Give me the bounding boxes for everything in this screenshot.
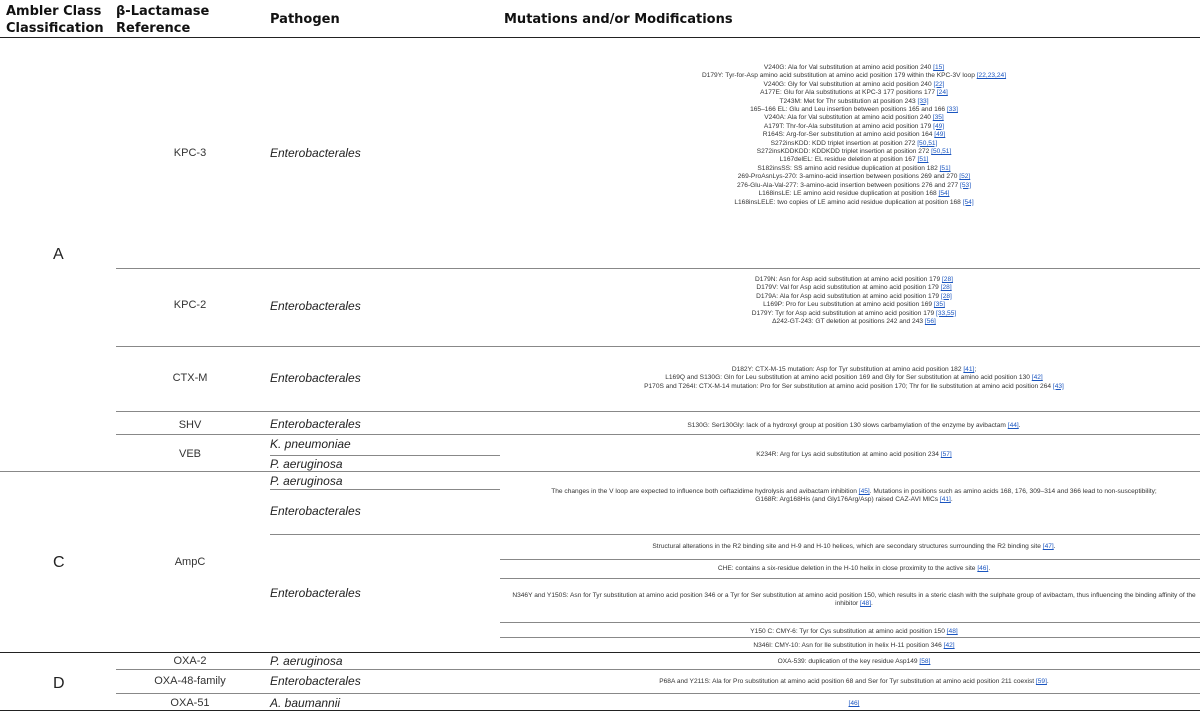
reference-link[interactable]: [41] [939, 496, 951, 504]
mutation-line [508, 190, 1200, 198]
mutation-text: CHE: contains a six-residue deletion in the H-10 helix in close proximity to the active site [717, 565, 978, 572]
mutation-text: 269-ProAsnLys-270: 3-amino-acid insertion between positions 269 and 270 [737, 173, 960, 181]
cell-divider [270, 489, 500, 490]
reference-link[interactable]: [52] [959, 173, 971, 181]
enzyme-kpc3: KPC-3 [173, 147, 207, 159]
mutation-line [508, 64, 1200, 72]
mutation-text: S130G: Ser130Gly: lack of a hydroxyl group at position 130 slows carbamylation of the enzyme by avibactam [687, 422, 1008, 429]
pathogen-kpc3: Enterobacterales [270, 146, 361, 160]
reference-link[interactable]: [15] [933, 64, 945, 71]
mutation-text: D179N: Asn for Asp acid substitution at amino acid position 179 [755, 276, 942, 283]
reference-link[interactable]: [49] [933, 122, 945, 130]
pathogen-veb-2: P. aeruginosa [270, 457, 343, 471]
reference-link[interactable]: [58] [919, 658, 931, 665]
mutations-oxa48 [508, 678, 1200, 686]
mutations-oxa51 [508, 700, 1200, 708]
mutation-text: K234R: Arg for Lys acid substitution at amino acid position 234 [756, 451, 941, 458]
mutation-line [508, 140, 1200, 148]
header-classification: Ambler Class Classification [6, 4, 104, 36]
mutation-line [508, 98, 1200, 106]
pathogen-oxa2: P. aeruginosa [270, 654, 343, 668]
reference-link[interactable]: [46] [848, 700, 860, 707]
class-c-label: C [53, 554, 65, 571]
reference-link[interactable]: [49] [934, 131, 946, 139]
reference-link[interactable]: [48] [946, 628, 958, 635]
mutation-text: V240A: Ala for Val substitution at amino acid position 240 [764, 114, 933, 122]
mutations-ampc-y150c [508, 628, 1200, 636]
mutation-tail: . [1053, 543, 1056, 550]
reference-link[interactable]: [42] [943, 642, 955, 649]
mutation-text: D179V: Val for Asp acid substitution at amino acid position 179 [756, 284, 941, 292]
header-rule [0, 37, 1200, 38]
mutation-line [508, 374, 1200, 382]
pathogen-veb-1: K. pneumoniae [270, 437, 351, 451]
mutation-line [508, 123, 1200, 131]
reference-link[interactable]: [53] [960, 181, 972, 189]
mutation-text: P170S and T264I: CTX-M-14 mutation: Pro for Ser substitution at amino acid position 170; Thr for Ile substitution at amino acid position 264 [644, 382, 1053, 390]
reference-link[interactable]: [22] [933, 80, 945, 88]
mutation-tail: . [950, 496, 953, 504]
enzyme-kpc2: KPC-2 [173, 299, 207, 311]
pathogen-oxa48: Enterobacterales [270, 674, 361, 688]
mutation-text: R164S: Arg-for-Ser substitution at amino acid position 164 [762, 131, 935, 139]
mutation-text: 165–166 EL: Glu and Leu insertion between positions 165 and 166 [750, 106, 947, 114]
row-divider [116, 434, 1200, 435]
mutation-text: L169Q and S130G: Gln for Leu substitution at amino acid position 169 and Gly for Ser substitution at amino acid position 130 [665, 374, 1032, 382]
reference-link[interactable]: [24] [936, 89, 948, 97]
mutation-line [508, 72, 1200, 80]
header-mutations: Mutations and/or Modifications [504, 12, 733, 27]
mutation-line [508, 301, 1200, 309]
row-divider [500, 559, 1200, 560]
mutations-veb [508, 451, 1200, 459]
header-reference: β-Lactamase Reference [116, 4, 210, 36]
mutations-ctxm [508, 366, 1200, 391]
mutation-tail: . [1046, 678, 1049, 685]
mutation-text: The changes in the V loop are expected to influence both ceftazidime hydrolysis and avibactam inhibition [551, 488, 859, 495]
mutation-text: T243M: Met for Thr substitution at position 243 [779, 97, 918, 105]
row-divider [500, 578, 1200, 579]
reference-link[interactable]: [43] [1052, 382, 1064, 390]
mutation-text: L168insLE: LE amino acid residue duplication at position 168 [758, 190, 939, 198]
reference-link[interactable]: [44] [1007, 422, 1019, 429]
mutation-line [508, 366, 1200, 374]
reference-link[interactable]: [33] [946, 106, 958, 114]
mutation-tail: ; [974, 366, 977, 373]
row-divider [116, 411, 1200, 412]
mutation-text: S182insSS: SS amino acid residue duplication at position 182 [757, 164, 940, 172]
reference-link[interactable]: [50,51] [917, 139, 938, 147]
mutation-line [508, 156, 1200, 164]
reference-link[interactable]: [22,23,24] [976, 72, 1007, 80]
mutation-line [508, 81, 1200, 89]
mutation-line [508, 284, 1200, 292]
pathogen-kpc2: Enterobacterales [270, 299, 361, 313]
reference-link[interactable]: [41] [963, 366, 975, 373]
mutation-text: L168insLELE: two copies of LE amino acid residue duplication at position 168 [734, 198, 963, 206]
pathogen-shv: Enterobacterales [270, 417, 361, 431]
class-divider [0, 471, 1200, 472]
row-divider [116, 268, 1200, 269]
reference-link[interactable]: [28] [940, 284, 952, 292]
mutation-text: L169P: Pro for Leu substitution at amino acid position 169 [763, 301, 934, 309]
mutations-ampc-n346i [508, 642, 1200, 650]
mutation-text: D179A: Ala for Asp acid substitution at amino acid position 179 [756, 292, 941, 300]
class-a-label: A [53, 246, 64, 263]
class-divider [0, 652, 1200, 653]
reference-link[interactable]: [42] [1031, 374, 1043, 382]
reference-link[interactable]: [47] [1042, 543, 1054, 550]
mutation-text: Δ242-GT-243: GT deletion at positions 242 and 243 [772, 318, 925, 326]
reference-link[interactable]: [54] [938, 190, 950, 198]
reference-link[interactable]: [45] [858, 488, 870, 495]
row-divider [270, 534, 1200, 535]
enzyme-oxa2: OXA-2 [173, 655, 207, 667]
header-pathogen: Pathogen [270, 12, 340, 27]
mutation-text: V240G: Gly for Val substitution at amino acid position 240 [763, 80, 934, 88]
mutation-text: A177E: Glu for Ala substitutions at KPC-3 177 positions 177 [760, 89, 937, 97]
mutation-text: N346Y and Y150S: Asn for Tyr substitution at amino acid position 346 or a Tyr for Ser substitution at amino acid position 150, which results in a steric clash with the sulphate group of avibactam, thus influencing the binding affinity of the inhibitor [512, 592, 1196, 608]
mutation-line [508, 173, 1200, 181]
mutation-tail: . [871, 600, 873, 608]
mutations-ampc-vloop [508, 488, 1200, 505]
mutation-line [508, 276, 1200, 284]
reference-link[interactable]: [54] [962, 198, 974, 206]
reference-link[interactable]: [33,55] [936, 309, 957, 317]
mutations-ampc-n346y [508, 592, 1200, 609]
row-divider [500, 637, 1200, 638]
pathogen-ampc-3: Enterobacterales [270, 586, 361, 600]
mutation-text: D179Y: Tyr for Asp acid substitution at amino acid position 179 [751, 309, 937, 317]
reference-link[interactable]: [33] [917, 97, 929, 105]
class-d-label: D [53, 675, 65, 692]
mutations-shv [508, 422, 1200, 430]
mutation-text: S272insKDD: KDD triplet insertion at position 272 [770, 139, 918, 147]
mutation-text: N346I: CMY-10: Asn for Ile substitution in helix H-11 position 346 [753, 642, 944, 649]
mutation-text: D179Y: Tyr-for-Asp amino acid substitution at amino acid position 179 within the KPC-3V loop [701, 72, 977, 80]
row-divider [116, 346, 1200, 347]
mutation-line [508, 114, 1200, 122]
reference-link[interactable]: [59] [1035, 678, 1047, 685]
pathogen-ampc-1: P. aeruginosa [270, 474, 343, 488]
mutations-oxa2 [508, 658, 1200, 666]
mutation-line [508, 148, 1200, 156]
mutation-text: Y150 C: CMY-6: Tyr for Cys substitution at amino acid position 150 [750, 628, 947, 635]
reference-link[interactable]: [57] [940, 451, 952, 458]
mutation-text: 276-Glu-Ala-Val-277: 3-amino-acid insertion between positions 276 and 277 [736, 181, 961, 189]
row-divider [500, 622, 1200, 623]
row-divider [116, 669, 1200, 670]
enzyme-ctxm: CTX-M [172, 372, 208, 384]
mutation-text: A179T: Thr-for-Ala substitution at amino acid position 179 [763, 122, 934, 130]
enzyme-ampc: AmpC [174, 556, 206, 568]
mutation-line [508, 318, 1200, 326]
reference-link[interactable]: [48] [860, 600, 872, 608]
mutation-text: L167delEL: EL residue deletion at position 167 [779, 156, 918, 164]
row-divider [116, 693, 1200, 694]
mutation-text: G168R: Arg168His (and Gly176Arg/Asp) raised CAZ-AVI MICs [755, 496, 940, 504]
mutation-text: V240G: Ala for Val substitution at amino acid position 240 [763, 64, 934, 71]
mutation-line [508, 383, 1200, 391]
enzyme-oxa48: OXA-48-family [154, 675, 226, 687]
mutation-text: P68A and Y211S: Ala for Pro substitution at amino acid position 68 and Ser for Tyr substitution at amino acid position 211 coexist [659, 678, 1036, 685]
reference-link[interactable]: [51] [939, 164, 951, 172]
cell-divider [270, 455, 500, 456]
pathogen-ctxm: Enterobacterales [270, 371, 361, 385]
reference-link[interactable]: [35] [933, 301, 945, 309]
table-bottom-rule [0, 710, 1200, 711]
mutation-tail: . [988, 565, 991, 572]
enzyme-veb: VEB [178, 448, 201, 460]
mutations-ampc-r2 [508, 543, 1200, 551]
mutation-text: Structural alterations in the R2 binding site and H-9 and H-10 helices, which are secondary structures surrounding the R2 binding site [652, 543, 1043, 550]
reference-link[interactable]: [28] [940, 292, 952, 300]
enzyme-oxa51: OXA-51 [170, 697, 210, 709]
mutations-kpc2 [508, 276, 1200, 326]
mutation-line [508, 199, 1200, 207]
reference-link[interactable]: [46] [977, 565, 989, 572]
mutation-text: OXA-539: duplication of the key residue Asp149 [777, 658, 920, 665]
reference-link[interactable]: [51] [917, 156, 929, 164]
mutations-kpc3 [508, 64, 1200, 207]
reference-link[interactable]: [28] [941, 276, 953, 283]
reference-link[interactable]: [50,51] [931, 148, 952, 156]
enzyme-shv: SHV [178, 419, 202, 431]
mutation-text: . Mutations in positions such as amino acids 168, 176, 309–314 and 366 lead to non-susceptibility; [869, 488, 1157, 495]
mutation-line [508, 106, 1200, 114]
mutation-text: S272insKDDKDD: KDDKDD triplet insertion at position 272 [756, 148, 932, 156]
mutation-text: D182Y: CTX-M-15 mutation: Asp for Tyr substitution at amino acid position 182 [731, 366, 964, 373]
mutation-line [508, 293, 1200, 301]
mutation-line [508, 165, 1200, 173]
mutation-line [508, 131, 1200, 139]
reference-link[interactable]: [35] [932, 114, 944, 122]
pathogen-ampc-2: Enterobacterales [270, 504, 361, 518]
mutations-ampc-che [508, 565, 1200, 573]
mutation-line [508, 182, 1200, 190]
mutation-line [508, 310, 1200, 318]
pathogen-oxa51: A. baumannii [270, 696, 341, 710]
mutation-line [508, 89, 1200, 97]
mutation-tail: . [1018, 422, 1021, 429]
reference-link[interactable]: [56] [924, 318, 936, 326]
